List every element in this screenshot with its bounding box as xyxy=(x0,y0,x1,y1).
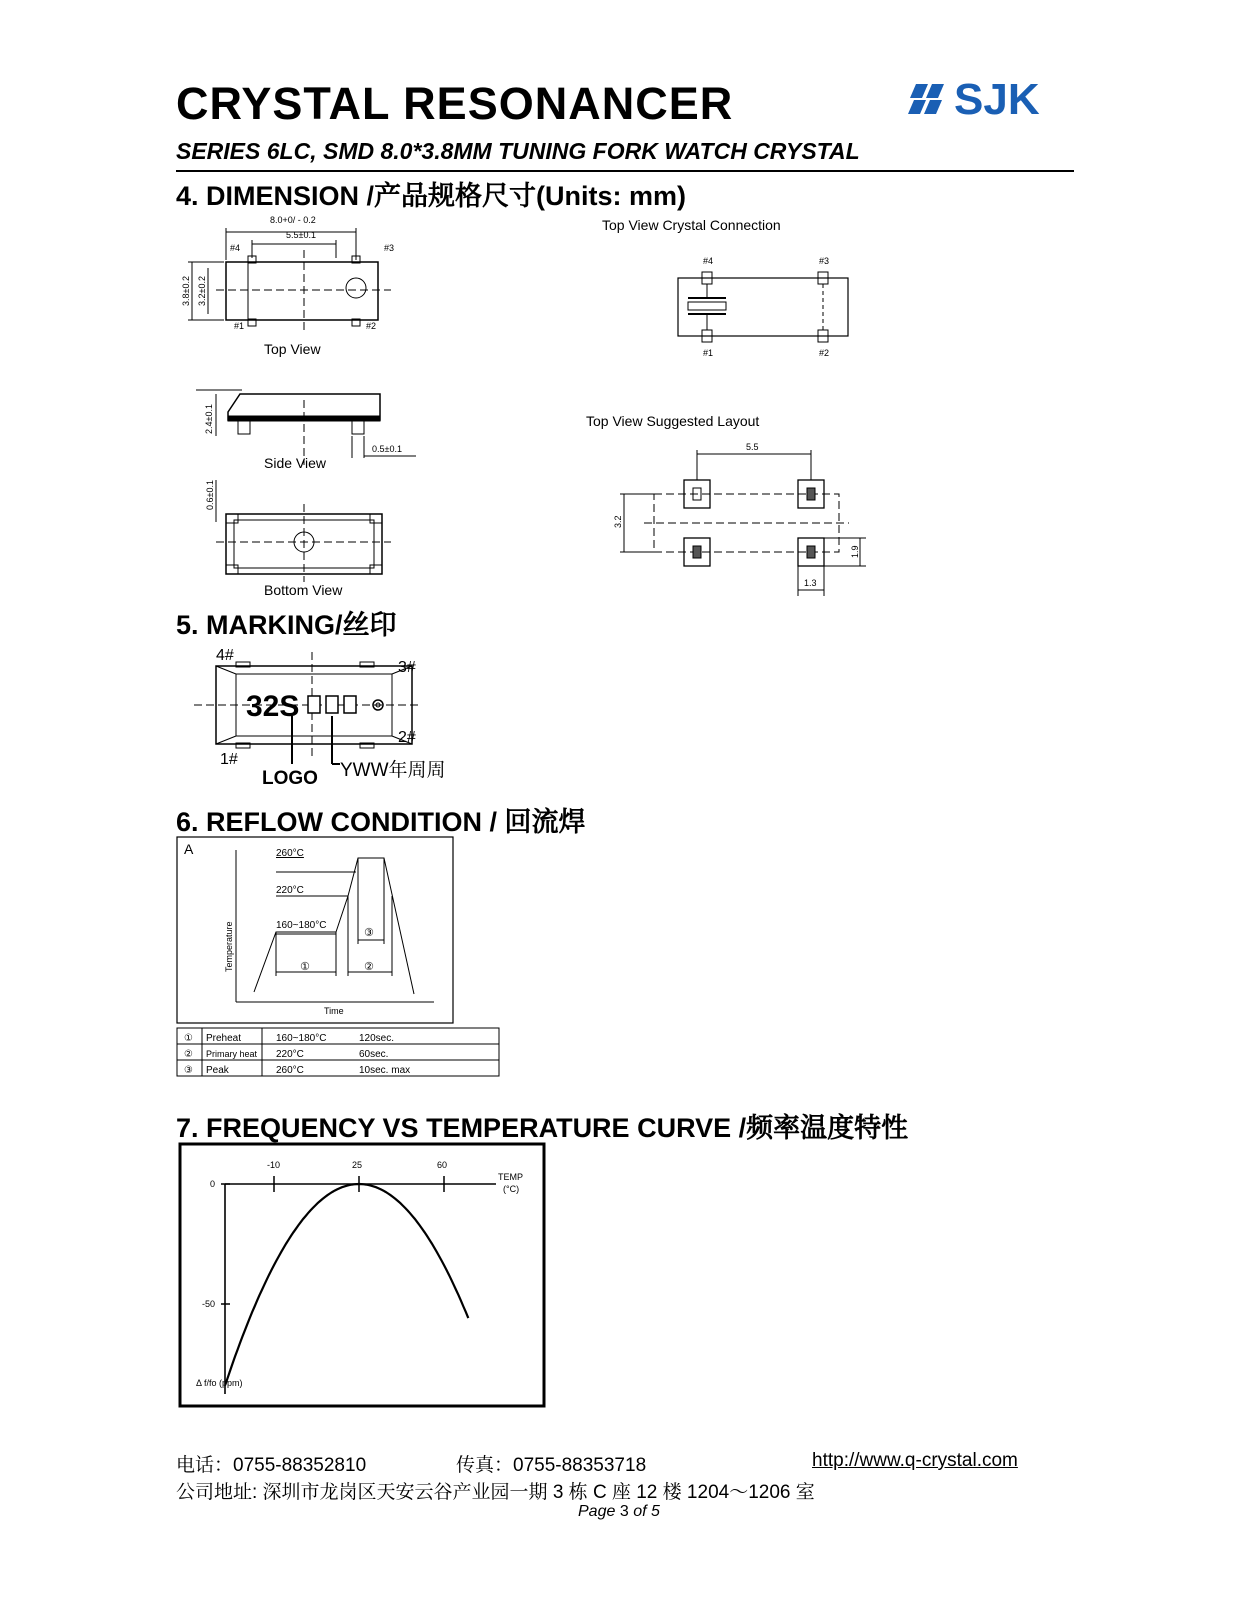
pin-3-label: #3 xyxy=(384,243,395,253)
section-reflow-heading: 6. REFLOW CONDITION / 回流焊 xyxy=(176,807,586,837)
pin-1-label: #1 xyxy=(234,321,245,331)
dim-side-height: 2.4±0.1 xyxy=(204,404,214,434)
sjk-logo xyxy=(908,76,1078,122)
reflow-zone-1: ① xyxy=(300,961,310,973)
conn-pin-2: #2 xyxy=(819,348,830,358)
reflow-temp-preheat: 160~180°C xyxy=(276,920,327,931)
dim-overall: 8.0+0/ - 0.2 xyxy=(270,215,316,225)
reflow-row-2-temp: 220°C xyxy=(276,1049,304,1060)
dim-pad: 5.5±0.1 xyxy=(286,230,316,240)
bottom-view-drawing xyxy=(176,476,436,602)
header-rule xyxy=(176,170,1074,172)
x-tick-label: -10 xyxy=(267,1160,281,1170)
bottom-view-label: Bottom View xyxy=(264,582,343,598)
page-prefix: Page xyxy=(578,1503,616,1520)
page-total: 5 xyxy=(650,1503,660,1520)
pin-2-label: #2 xyxy=(366,321,377,331)
sjk-logo-mark xyxy=(908,76,1078,122)
marking-pin-2: 2# xyxy=(398,729,416,746)
reflow-table xyxy=(177,1028,499,1076)
freq-temp-xunit: (°C) xyxy=(503,1184,520,1194)
top-view-label: Top View xyxy=(264,341,321,357)
suggested-layout-drawing xyxy=(584,410,884,600)
layout-label: Top View Suggested Layout xyxy=(586,413,760,429)
page-current: 3 xyxy=(619,1503,629,1520)
marking-code: 32S xyxy=(246,690,300,723)
reflow-zone-3: ③ xyxy=(364,927,374,939)
document-subtitle: SERIES 6LC, SMD 8.0*3.8MM TUNING FORK WATCH CRYSTAL xyxy=(176,138,860,164)
reflow-row-3-time: 10sec. max xyxy=(359,1065,411,1076)
section-dimension-heading: 4. DIMENSION /产品规格尺寸(Units: mm) xyxy=(176,181,687,211)
x-tick-label: 25 xyxy=(352,1160,363,1170)
pin-4-label: #4 xyxy=(230,243,241,253)
reflow-chart xyxy=(176,836,502,1080)
logo-text: SJK xyxy=(954,76,1040,122)
reflow-row-2-stage: Primary heat xyxy=(206,1049,258,1059)
freq-temp-ylabel: Δ f/fo (ppm) xyxy=(196,1378,243,1388)
page-number xyxy=(578,1503,660,1521)
connection-label: Top View Crystal Connection xyxy=(602,217,781,233)
document-title: CRYSTAL RESONANCER xyxy=(176,78,734,129)
reflow-row-2-time: 60sec. xyxy=(359,1049,389,1060)
footer-url-link[interactable]: http://www.q-crystal.com xyxy=(812,1450,1018,1471)
reflow-ylabel: Temperature xyxy=(224,921,234,972)
reflow-row-3-temp: 260°C xyxy=(276,1065,304,1076)
layout-dim-width: 5.5 xyxy=(746,442,759,452)
reflow-row-1-time: 120sec. xyxy=(359,1033,395,1044)
reflow-temp-peak: 260°C xyxy=(276,848,304,859)
reflow-zone-2: ② xyxy=(364,961,374,973)
x-tick-label: 60 xyxy=(437,1160,448,1170)
reflow-xlabel: Time xyxy=(324,1006,344,1016)
marking-pin-4: 4# xyxy=(216,647,234,664)
marking-pin-3: 3# xyxy=(398,659,416,676)
footer-address: 公司地址: 深圳市龙岗区天安云谷产业园一期 3 栋 C 座 12 楼 1204～1206 室 xyxy=(176,1482,815,1503)
reflow-row-2-num: ② xyxy=(184,1049,193,1060)
dim-height-outer: 3.8±0.2 xyxy=(181,276,191,306)
dim-height-inner: 3.2±0.2 xyxy=(197,276,207,306)
conn-pin-3: #3 xyxy=(819,256,830,266)
section-freq-temp-heading: 7. FREQUENCY VS TEMPERATURE CURVE /频率温度特性 xyxy=(176,1113,909,1143)
layout-dim-pad-width: 1.3 xyxy=(804,578,817,588)
reflow-row-1-num: ① xyxy=(184,1033,193,1044)
freq-temp-xlabel: TEMP xyxy=(498,1172,524,1182)
footer-phone: 电话：0755-88352810 xyxy=(176,1455,367,1476)
marking-drawing xyxy=(190,640,480,790)
side-view-drawing xyxy=(176,380,436,475)
reflow-row-1-temp: 160~180°C xyxy=(276,1033,327,1044)
footer-fax: 传真：0755-88353718 xyxy=(456,1455,647,1476)
page-of: of xyxy=(633,1503,647,1520)
reflow-row-3-num: ③ xyxy=(184,1065,193,1076)
reflow-row-3-stage: Peak xyxy=(206,1065,229,1076)
marking-logo-label: LOGO xyxy=(262,768,318,789)
y-tick-label: 0 xyxy=(210,1179,216,1189)
conn-pin-4: #4 xyxy=(703,256,714,266)
section-marking-heading: 5. MARKING/丝印 xyxy=(176,610,397,640)
conn-pin-1: #1 xyxy=(703,348,714,358)
marking-date-label: YWW年周周 xyxy=(340,760,446,781)
y-tick-label: -50 xyxy=(202,1299,216,1309)
top-view-drawing xyxy=(176,210,436,360)
layout-dim-pad-height: 1.9 xyxy=(850,545,860,558)
reflow-temp-primary: 220°C xyxy=(276,885,304,896)
reflow-row-1-stage: Preheat xyxy=(206,1033,242,1044)
reflow-chart-label: A xyxy=(184,841,194,857)
layout-dim-height: 3.2 xyxy=(613,515,623,528)
side-view-label: Side View xyxy=(264,455,327,471)
marking-pin-1: 1# xyxy=(220,751,238,768)
dim-lead: 0.5±0.1 xyxy=(372,444,402,454)
dim-bottom-pad: 0.6±0.1 xyxy=(205,480,215,510)
freq-temp-chart xyxy=(178,1142,548,1408)
crystal-connection-drawing xyxy=(596,212,866,362)
